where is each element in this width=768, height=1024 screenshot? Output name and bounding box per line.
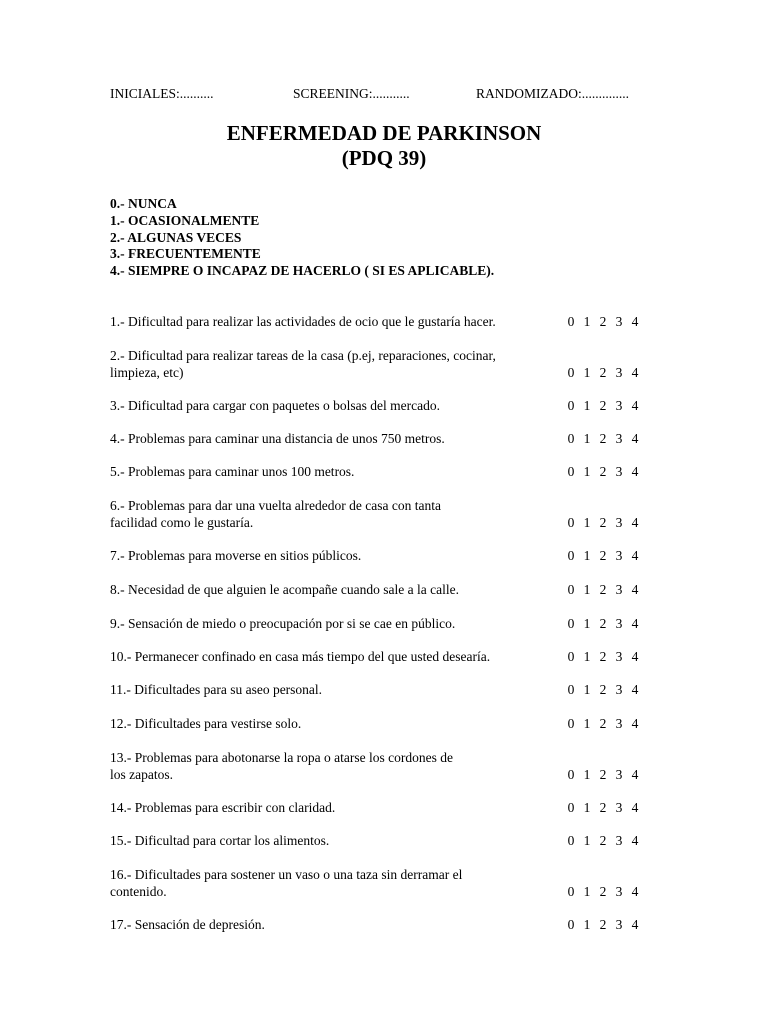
- scale-option-3[interactable]: 3: [615, 682, 623, 697]
- scale-option-3[interactable]: 3: [615, 884, 623, 899]
- scale-option-3[interactable]: 3: [615, 716, 623, 731]
- response-scale: [566, 397, 646, 414]
- scale-option-3[interactable]: 3: [615, 582, 623, 597]
- scale-option-0[interactable]: 0: [567, 464, 575, 479]
- legend-item: 3.- FRECUENTEMENTE: [110, 246, 261, 262]
- scale-option-1[interactable]: 1: [583, 800, 591, 815]
- scale-option-0[interactable]: 0: [567, 767, 575, 782]
- question-text: [110, 463, 570, 480]
- response-scale: [566, 766, 646, 783]
- scale-option-4[interactable]: 4: [631, 515, 639, 530]
- scale-option-2[interactable]: 2: [599, 917, 607, 932]
- scale-option-0[interactable]: 0: [567, 716, 575, 731]
- scale-option-4[interactable]: 4: [631, 398, 639, 413]
- scale-option-3[interactable]: 3: [615, 833, 623, 848]
- question-text: [110, 397, 570, 414]
- scale-option-1[interactable]: 1: [583, 884, 591, 899]
- scale-option-0[interactable]: 0: [567, 649, 575, 664]
- scale-option-1[interactable]: 1: [583, 464, 591, 479]
- scale-option-1[interactable]: 1: [583, 398, 591, 413]
- scale-option-3[interactable]: 3: [615, 431, 623, 446]
- scale-option-2[interactable]: 2: [599, 833, 607, 848]
- scale-option-1[interactable]: 1: [583, 314, 591, 329]
- scale-option-0[interactable]: 0: [567, 917, 575, 932]
- scale-option-1[interactable]: 1: [583, 431, 591, 446]
- question-line: 16.- Dificultades para sostener un vaso o una taza sin derramar el: [110, 867, 463, 882]
- scale-option-2[interactable]: 2: [599, 682, 607, 697]
- question-text: [110, 648, 570, 665]
- scale-option-4[interactable]: 4: [631, 431, 639, 446]
- scale-option-0[interactable]: 0: [567, 884, 575, 899]
- scale-option-4[interactable]: 4: [631, 464, 639, 479]
- question-line: 10.- Permanecer confinado en casa más tiempo del que usted desearía.: [110, 649, 491, 664]
- question-text: [110, 832, 570, 849]
- scale-option-4[interactable]: 4: [631, 917, 639, 932]
- response-scale: [566, 715, 646, 732]
- scale-option-4[interactable]: 4: [631, 616, 639, 631]
- scale-option-4[interactable]: 4: [631, 767, 639, 782]
- randomizado-field: RANDOMIZADO:..............: [476, 86, 629, 101]
- scale-option-3[interactable]: 3: [615, 365, 623, 380]
- question-text: [110, 497, 570, 531]
- response-scale: [566, 615, 646, 632]
- question-line: 14.- Problemas para escribir con claridad.: [110, 800, 336, 815]
- legend-item: 1.- OCASIONALMENTE: [110, 212, 260, 228]
- scale-option-0[interactable]: 0: [567, 548, 575, 563]
- question-text: [110, 749, 570, 783]
- scale-option-1[interactable]: 1: [583, 917, 591, 932]
- question-line: 9.- Sensación de miedo o preocupación por si se cae en público.: [110, 616, 456, 631]
- scale-option-2[interactable]: 2: [599, 464, 607, 479]
- legend-item: 4.- SIEMPRE O INCAPAZ DE HACERLO ( SI ES APLICABLE).: [110, 263, 495, 279]
- response-scale: [566, 313, 646, 330]
- scale-option-3[interactable]: 3: [615, 314, 623, 329]
- scale-option-0[interactable]: 0: [567, 582, 575, 597]
- response-scale: [566, 581, 646, 598]
- question-text: [110, 581, 570, 598]
- scale-option-2[interactable]: 2: [599, 716, 607, 731]
- question-line: 3.- Dificultad para cargar con paquetes o bolsas del mercado.: [110, 398, 440, 413]
- question-line: 5.- Problemas para caminar unos 100 metros.: [110, 464, 355, 479]
- question-text: [110, 313, 570, 330]
- scale-option-2[interactable]: 2: [599, 649, 607, 664]
- response-scale: [566, 648, 646, 665]
- question-text: [110, 547, 570, 564]
- question-line: 15.- Dificultad para cortar los alimentos.: [110, 833, 330, 848]
- scale-option-1[interactable]: 1: [583, 767, 591, 782]
- scale-option-4[interactable]: 4: [631, 649, 639, 664]
- scale-option-4[interactable]: 4: [631, 365, 639, 380]
- scale-option-2[interactable]: 2: [599, 582, 607, 597]
- scale-option-1[interactable]: 1: [583, 649, 591, 664]
- scale-option-2[interactable]: 2: [599, 616, 607, 631]
- question-line: 2.- Dificultad para realizar tareas de la casa (p.ej, reparaciones, cocinar,: [110, 348, 496, 363]
- scale-option-2[interactable]: 2: [599, 515, 607, 530]
- scale-option-1[interactable]: 1: [583, 833, 591, 848]
- question-text: [110, 799, 570, 816]
- scale-option-0[interactable]: 0: [567, 616, 575, 631]
- question-line: los zapatos.: [110, 767, 173, 782]
- scale-option-1[interactable]: 1: [583, 682, 591, 697]
- question-text: [110, 615, 570, 632]
- scale-option-3[interactable]: 3: [615, 464, 623, 479]
- question-text: [110, 916, 570, 933]
- scale-option-4[interactable]: 4: [631, 314, 639, 329]
- response-scale: [566, 364, 646, 381]
- question-line: 1.- Dificultad para realizar las actividades de ocio que le gustaría hacer.: [110, 314, 496, 329]
- question-text: [110, 347, 570, 381]
- scale-option-0[interactable]: 0: [567, 800, 575, 815]
- question-line: contenido.: [110, 884, 167, 899]
- scale-option-4[interactable]: 4: [631, 716, 639, 731]
- scale-option-1[interactable]: 1: [583, 616, 591, 631]
- legend-item: 0.- NUNCA: [110, 196, 177, 211]
- question-text: [110, 430, 570, 447]
- iniciales-field: INICIALES:..........: [110, 86, 214, 101]
- scale-option-0[interactable]: 0: [567, 398, 575, 413]
- header-fields: [110, 86, 670, 104]
- scale-option-3[interactable]: 3: [615, 917, 623, 932]
- scale-option-0[interactable]: 0: [567, 515, 575, 530]
- scale-option-3[interactable]: 3: [615, 649, 623, 664]
- scale-option-3[interactable]: 3: [615, 398, 623, 413]
- response-scale: [566, 681, 646, 698]
- scale-option-4[interactable]: 4: [631, 682, 639, 697]
- question-line: limpieza, etc): [110, 365, 184, 380]
- question-text: [110, 681, 570, 698]
- question-text: [110, 715, 570, 732]
- response-scale: [566, 547, 646, 564]
- scale-option-0[interactable]: 0: [567, 365, 575, 380]
- scale-option-4[interactable]: 4: [631, 548, 639, 563]
- scale-option-0[interactable]: 0: [567, 682, 575, 697]
- question-line: 7.- Problemas para moverse en sitios públicos.: [110, 548, 362, 563]
- response-scale: [566, 463, 646, 480]
- response-legend: [110, 196, 494, 280]
- scale-option-3[interactable]: 3: [615, 515, 623, 530]
- question-line: facilidad como le gustaría.: [110, 515, 254, 530]
- response-scale: [566, 832, 646, 849]
- scale-option-2[interactable]: 2: [599, 884, 607, 899]
- question-line: 4.- Problemas para caminar una distancia de unos 750 metros.: [110, 431, 445, 446]
- question-line: 8.- Necesidad de que alguien le acompañe cuando sale a la calle.: [110, 582, 459, 597]
- response-scale: [566, 916, 646, 933]
- scale-option-4[interactable]: 4: [631, 582, 639, 597]
- scale-option-1[interactable]: 1: [583, 716, 591, 731]
- scale-option-2[interactable]: 2: [599, 800, 607, 815]
- question-line: 12.- Dificultades para vestirse solo.: [110, 716, 302, 731]
- scale-option-2[interactable]: 2: [599, 398, 607, 413]
- question-line: 13.- Problemas para abotonarse la ropa o atarse los cordones de: [110, 750, 454, 765]
- scale-option-1[interactable]: 1: [583, 515, 591, 530]
- scale-option-1[interactable]: 1: [583, 365, 591, 380]
- scale-option-4[interactable]: 4: [631, 800, 639, 815]
- scale-option-0[interactable]: 0: [567, 431, 575, 446]
- question-line: 11.- Dificultades para su aseo personal.: [110, 682, 323, 697]
- page-subtitle: (PDQ 39): [341, 146, 427, 170]
- page-title: ENFERMEDAD DE PARKINSON: [226, 121, 542, 145]
- scale-option-3[interactable]: 3: [615, 548, 623, 563]
- scale-option-2[interactable]: 2: [599, 365, 607, 380]
- scale-option-2[interactable]: 2: [599, 431, 607, 446]
- response-scale: [566, 883, 646, 900]
- scale-option-0[interactable]: 0: [567, 314, 575, 329]
- scale-option-2[interactable]: 2: [599, 548, 607, 563]
- scale-option-2[interactable]: 2: [599, 767, 607, 782]
- scale-option-1[interactable]: 1: [583, 548, 591, 563]
- scale-option-0[interactable]: 0: [567, 833, 575, 848]
- scale-option-4[interactable]: 4: [631, 833, 639, 848]
- scale-option-2[interactable]: 2: [599, 314, 607, 329]
- scale-option-3[interactable]: 3: [615, 616, 623, 631]
- response-scale: [566, 799, 646, 816]
- question-line: 6.- Problemas para dar una vuelta alrededor de casa con tanta: [110, 498, 441, 513]
- response-scale: [566, 430, 646, 447]
- response-scale: [566, 514, 646, 531]
- question-text: [110, 866, 570, 900]
- screening-field: SCREENING:...........: [293, 86, 410, 101]
- scale-option-3[interactable]: 3: [615, 800, 623, 815]
- scale-option-1[interactable]: 1: [583, 582, 591, 597]
- legend-item: 2.- ALGUNAS VECES: [110, 229, 242, 245]
- scale-option-4[interactable]: 4: [631, 884, 639, 899]
- scale-option-3[interactable]: 3: [615, 767, 623, 782]
- question-line: 17.- Sensación de depresión.: [110, 917, 265, 932]
